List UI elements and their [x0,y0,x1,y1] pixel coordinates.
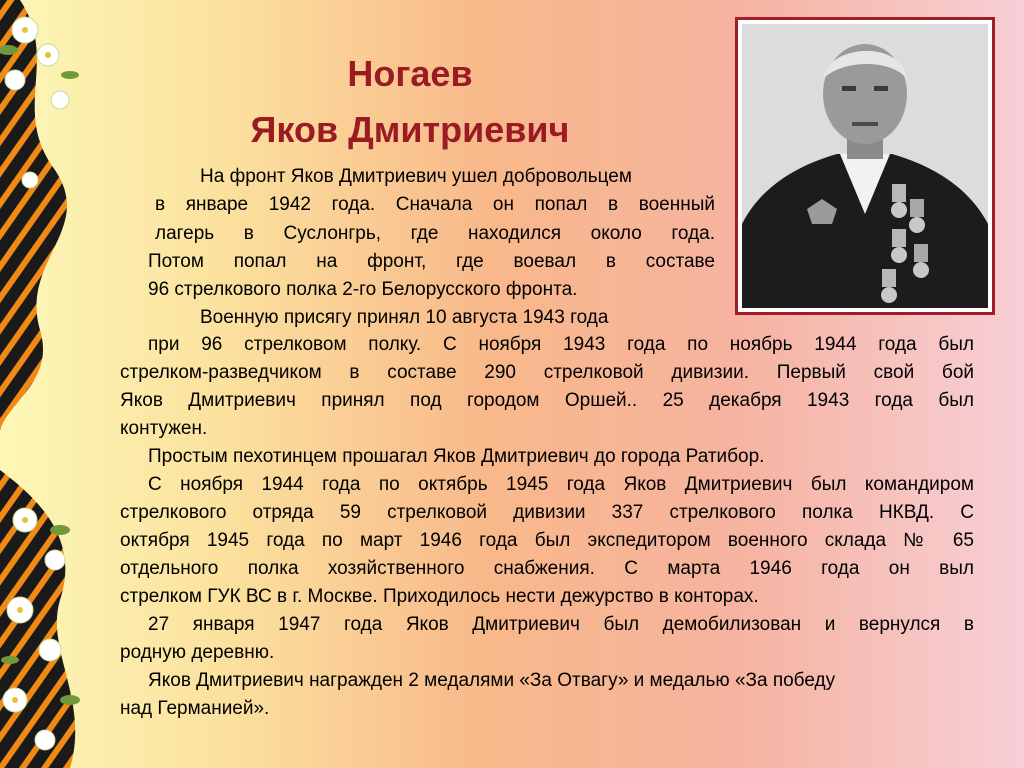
bio-line: Простым пехотинцем прошагал Яков Дмитриевич до города Ратибор. [148,446,765,467]
st-george-ribbon-decoration [0,0,120,768]
bio-line: С ноября 1944 года по октябрь 1945 года Яков Дмитриевич был командиром [148,474,974,495]
person-surname-title: Ногаев [347,53,473,94]
person-name-title: Яков Дмитриевич [250,109,570,150]
bio-line: 27 января 1947 года Яков Дмитриевич был демобилизован и вернулся в [148,614,974,635]
bio-line: стрелкового отряда 59 стрелковой дивизии 337 стрелкового полка НКВД. С [120,502,974,523]
bio-line: Яков Дмитриевич награжден 2 медалями «За Отвагу» и медалью «За победу [148,670,836,691]
bio-line: над Германией». [120,698,270,719]
bio-line: На фронт Яков Дмитриевич ушел добровольцем [200,166,632,187]
bio-line: при 96 стрелковом полку. С ноября 1943 года по ноябрь 1944 года был [148,334,974,355]
bio-line: родную деревню. [120,642,275,663]
bio-line: контужен. [120,418,208,439]
bio-line: лагерь в Суслонгрь, где находился около года. [155,223,715,244]
bio-line: Яков Дмитриевич принял под городом Оршей.. 25 декабря 1943 года был [120,390,974,411]
bio-line: 96 стрелкового полка 2-го Белорусского фронта. [148,279,578,300]
bio-line: Военную присягу принял 10 августа 1943 года [200,307,609,328]
bio-line: в январе 1942 года. Сначала он попал в военный [155,194,715,215]
bio-line: отдельного полка хозяйственного снабжения. С марта 1946 года он выл [120,558,974,579]
bio-line: стрелком ГУК ВС в г. Москве. Приходилось нести дежурство в конторах. [120,586,759,607]
portrait-photo [735,17,995,315]
portrait-photo-icon [742,24,988,308]
bio-line: Потом попал на фронт, где воевал в составе [148,251,715,272]
bio-line: октября 1945 года по март 1946 года был экспедитором военного склада № 65 [120,530,974,551]
bio-line: стрелком-разведчиком в составе 290 стрелковой дивизии. Первый свой бой [120,362,974,383]
